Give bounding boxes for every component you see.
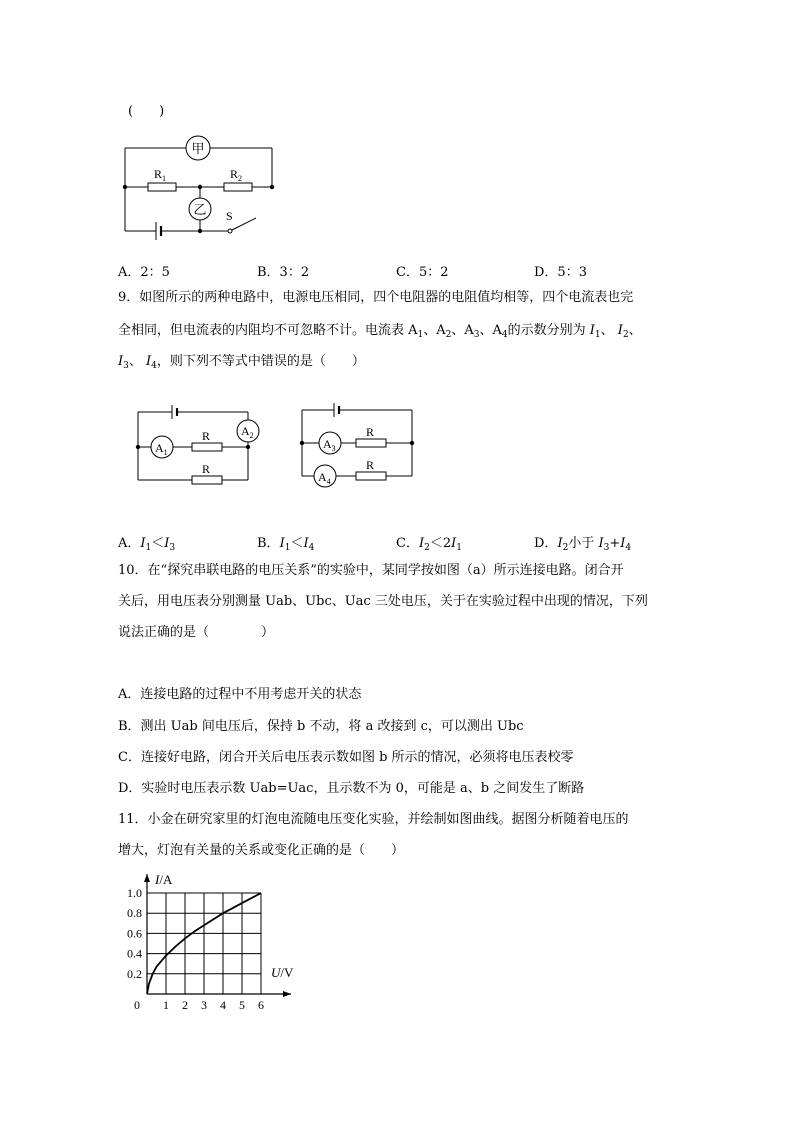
q8-option-c[interactable]: C．5：2 (396, 265, 449, 280)
chart-grid (147, 893, 261, 994)
q9-option-d[interactable]: D．$I_2$小于 $I_3+I_4$ (534, 536, 632, 553)
y-tick-label: 1.0 (127, 886, 142, 900)
y-axis-arrow-icon (144, 874, 150, 882)
q10-option-b[interactable]: B．测出 Uab 间电压后，保持 b 不动，将 a 改接到 c，可以测出 Ubc (118, 719, 524, 734)
a2-label: $A_2$ (241, 424, 254, 440)
x-tick-label: 3 (201, 998, 207, 1012)
q8-option-d[interactable]: D．5：3 (534, 265, 587, 280)
r-label: R (202, 462, 211, 476)
r1-label: $R_1$ (154, 167, 167, 183)
switch-label: S (226, 209, 233, 223)
resistor-r2-icon (224, 183, 252, 191)
q9-text-line2: 全相同，但电流表的内阻均不可忽略不计。电流表 $A_1$、$A_2$、$A_3$、$A_4$的示数分别为 $I_1$、 $I_2$、 (118, 323, 642, 340)
resistor-icon (192, 476, 222, 484)
q10-text-line3: 说法正确的是（ ） (118, 625, 275, 640)
y-tick-label: 0.6 (127, 926, 142, 941)
x-axis-label: U/V (271, 965, 294, 980)
q9-right-circuit-diagram (294, 398, 422, 490)
iu-chart (110, 866, 310, 1012)
r-label: R (366, 425, 375, 439)
q8-option-a[interactable]: A．2：5 (118, 265, 170, 280)
resistor-icon (356, 472, 386, 480)
x-tick-label: 4 (220, 998, 226, 1012)
q11-text-line2: 增大，灯泡有关量的关系或变化正确的是（ ） (118, 843, 405, 858)
y-axis-label: I/A (155, 872, 173, 887)
q9-option-b[interactable]: B．$I_1<I_4$ (257, 536, 315, 553)
x-tick-label: 2 (182, 998, 188, 1012)
r-label: R (202, 429, 211, 443)
q9-option-a[interactable]: A．$I_1<I_3$ (118, 536, 176, 553)
y-tick-label: 0.2 (127, 966, 142, 981)
x-axis-arrow-icon (283, 991, 291, 997)
y-tick-label: 0.8 (127, 906, 142, 921)
q11-text-line1: 11．小金在研究家里的灯泡电流随电压变化实验，并绘制如图曲线。据图分析随着电压的 (118, 812, 629, 827)
meter-jia-label: 甲 (191, 141, 205, 156)
a4-label: $A_4$ (318, 470, 331, 486)
y-tick-label: 0.4 (127, 946, 142, 961)
q9-option-c[interactable]: C．$I_2<2I_1$ (396, 536, 462, 553)
resistor-icon (356, 439, 386, 447)
q8-circuit-diagram (118, 134, 283, 242)
q10-text-line2: 关后，用电压表分别测量 Uab、Ubc、Uac 三处电压，关于在实验过程中出现的情况，下列 (118, 594, 648, 609)
a1-label: $A_1$ (155, 441, 168, 457)
q9-left-circuit-diagram (130, 400, 270, 488)
resistor-icon (192, 443, 222, 451)
x-tick-label: 1 (163, 998, 169, 1012)
q8-option-b[interactable]: B．3：2 (257, 265, 310, 280)
x-tick-label: 6 (258, 998, 264, 1012)
q9-text-line1: 9．如图所示的两种电路中，电源电压相同，四个电阻器的电阻值均相等，四个电流表也完 (118, 290, 634, 305)
x-tick-label: 0 (134, 998, 140, 1012)
switch-s-icon (232, 218, 256, 230)
meter-yi-label: 乙 (193, 202, 207, 217)
q10-option-a[interactable]: A．连接电路的过程中不用考虑开关的状态 (118, 687, 362, 702)
x-tick-label: 5 (239, 998, 245, 1012)
a3-label: $A_3$ (323, 437, 336, 453)
q8-answer-bracket: ( ) (128, 104, 165, 119)
q10-option-c[interactable]: C．连接好电路，闭合开关后电压表示数如图 b 所示的情况，必须将电压表校零 (118, 750, 574, 765)
r2-label: $R_2$ (230, 167, 243, 183)
r-label: R (366, 458, 375, 472)
q10-text-line1: 10．在“探究串联电路的电压关系”的实验中，某同学按如图（a）所示连接电路。闭合开 (118, 563, 624, 578)
q9-text-line3: $I_3$、 $I_4$，则下列不等式中错误的是（ ） (118, 354, 365, 371)
resistor-r1-icon (148, 183, 176, 191)
q10-option-d[interactable]: D．实验时电压表示数 Uab=Uac，且示数不为 0，可能是 a、b 之间发生了断路 (118, 781, 585, 796)
